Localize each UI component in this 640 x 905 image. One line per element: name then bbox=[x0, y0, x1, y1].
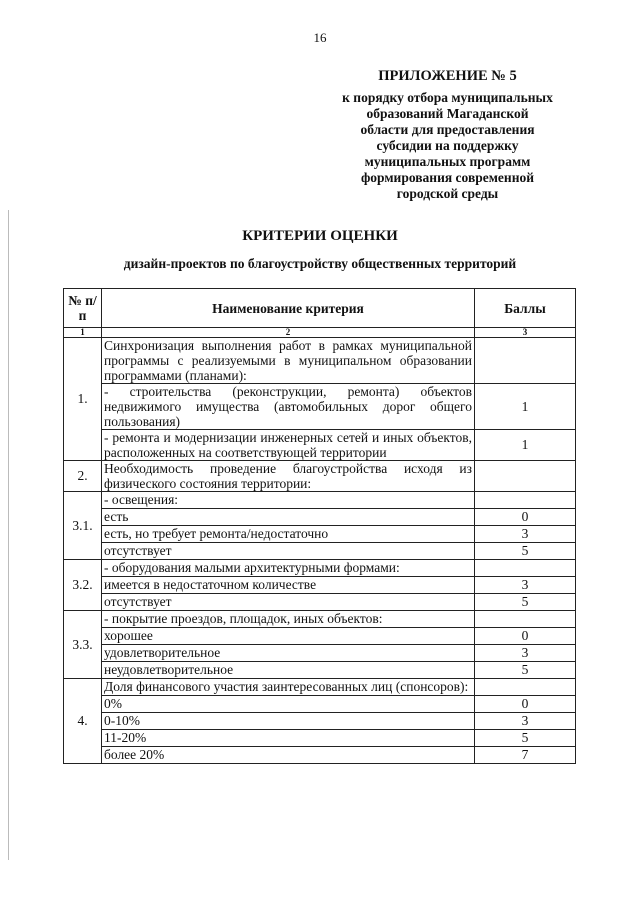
index-cell: 3 bbox=[475, 328, 576, 338]
table-row bbox=[64, 696, 576, 713]
table-row bbox=[64, 543, 576, 560]
appendix-line: области для предоставления bbox=[360, 122, 535, 137]
score-value: 7 bbox=[475, 747, 576, 764]
criterion-text: - освещения: bbox=[102, 492, 475, 509]
table-index-row bbox=[64, 328, 576, 338]
scan-edge-line bbox=[8, 210, 9, 860]
appendix-title: ПРИЛОЖЕНИЕ № 5 bbox=[378, 68, 517, 84]
table-row bbox=[64, 679, 576, 696]
criterion-text: есть, но требует ремонта/недостаточно bbox=[102, 526, 475, 543]
row-number: 3.2. bbox=[64, 560, 102, 611]
score-value: 3 bbox=[475, 526, 576, 543]
header-score: Баллы bbox=[475, 289, 576, 328]
table-row bbox=[64, 430, 576, 461]
header-criterion: Наименование критерия bbox=[102, 289, 475, 328]
score-value: 5 bbox=[475, 543, 576, 560]
index-cell: 1 bbox=[64, 328, 102, 338]
page-number: 16 bbox=[313, 30, 327, 45]
row-number: 2. bbox=[64, 461, 102, 492]
appendix-line: к порядку отбора муниципальных bbox=[342, 90, 553, 105]
score-value bbox=[475, 679, 576, 696]
appendix-line: формирования современной bbox=[360, 170, 535, 185]
score-value: 0 bbox=[475, 509, 576, 526]
table-row bbox=[64, 384, 576, 430]
score-value bbox=[475, 611, 576, 628]
table-row bbox=[64, 645, 576, 662]
table-row bbox=[64, 461, 576, 492]
score-value bbox=[475, 560, 576, 577]
row-number: 3.3. bbox=[64, 611, 102, 679]
row-number: 1. bbox=[64, 338, 102, 461]
criterion-text: неудовлетворительное bbox=[102, 662, 475, 679]
index-cell: 2 bbox=[102, 328, 475, 338]
score-value: 3 bbox=[475, 645, 576, 662]
criterion-text: есть bbox=[102, 509, 475, 526]
table-header-row bbox=[64, 289, 576, 328]
table-row bbox=[64, 662, 576, 679]
row-number: 3.1. bbox=[64, 492, 102, 560]
score-value: 5 bbox=[475, 730, 576, 747]
appendix-block bbox=[320, 68, 575, 202]
criterion-text: - ремонта и модернизации инженерных сетей и иных объектов, расположенных на соответствующей территории bbox=[102, 430, 475, 461]
table-row bbox=[64, 338, 576, 384]
table-row bbox=[64, 492, 576, 509]
header-number: № п/п bbox=[64, 289, 102, 328]
score-value bbox=[475, 461, 576, 492]
table-row bbox=[64, 560, 576, 577]
table-row bbox=[64, 594, 576, 611]
score-value: 5 bbox=[475, 594, 576, 611]
criterion-text: - покрытие проездов, площадок, иных объектов: bbox=[102, 611, 475, 628]
table-row bbox=[64, 747, 576, 764]
table-row bbox=[64, 730, 576, 747]
appendix-line: городской среды bbox=[396, 186, 499, 201]
table-row bbox=[64, 713, 576, 730]
table-row bbox=[64, 577, 576, 594]
criterion-text: более 20% bbox=[102, 747, 475, 764]
table-row bbox=[64, 509, 576, 526]
score-value bbox=[475, 338, 576, 384]
score-value: 0 bbox=[475, 696, 576, 713]
criterion-text: имеется в недостаточном количестве bbox=[102, 577, 475, 594]
score-value: 0 bbox=[475, 628, 576, 645]
score-value: 3 bbox=[475, 713, 576, 730]
criterion-text: хорошее bbox=[102, 628, 475, 645]
score-value bbox=[475, 492, 576, 509]
criterion-text: Необходимость проведение благоустройства исходя из физического состояния территории: bbox=[102, 461, 475, 492]
appendix-line: образований Магаданской bbox=[366, 106, 529, 121]
table-row bbox=[64, 628, 576, 645]
table-row bbox=[64, 611, 576, 628]
score-value: 1 bbox=[475, 384, 576, 430]
criteria-table bbox=[63, 288, 576, 764]
appendix-line: субсидии на поддержку bbox=[376, 138, 519, 153]
criterion-text: Доля финансового участия заинтересованных лиц (спонсоров): bbox=[102, 679, 475, 696]
criterion-text: - строительства (реконструкции, ремонта) объектов недвижимого имущества (автомобильных дорог общего пользования) bbox=[102, 384, 475, 430]
criterion-text: отсутствует bbox=[102, 543, 475, 560]
appendix-line: муниципальных программ bbox=[364, 154, 531, 169]
row-number: 4. bbox=[64, 679, 102, 764]
score-value: 3 bbox=[475, 577, 576, 594]
score-value: 1 bbox=[475, 430, 576, 461]
criterion-text: удовлетворительное bbox=[102, 645, 475, 662]
criterion-text: 0% bbox=[102, 696, 475, 713]
criterion-text: 0-10% bbox=[102, 713, 475, 730]
criterion-text: - оборудования малыми архитектурными формами: bbox=[102, 560, 475, 577]
document-title: КРИТЕРИИ ОЦЕНКИ bbox=[242, 228, 398, 244]
criterion-text: отсутствует bbox=[102, 594, 475, 611]
criterion-text: Синхронизация выполнения работ в рамках муниципальной программы с реализуемыми в муниципальном образовании программами (планами): bbox=[102, 338, 475, 384]
document-subtitle: дизайн-проектов по благоустройству общественных территорий bbox=[123, 256, 517, 271]
table-row bbox=[64, 526, 576, 543]
score-value: 5 bbox=[475, 662, 576, 679]
criterion-text: 11-20% bbox=[102, 730, 475, 747]
